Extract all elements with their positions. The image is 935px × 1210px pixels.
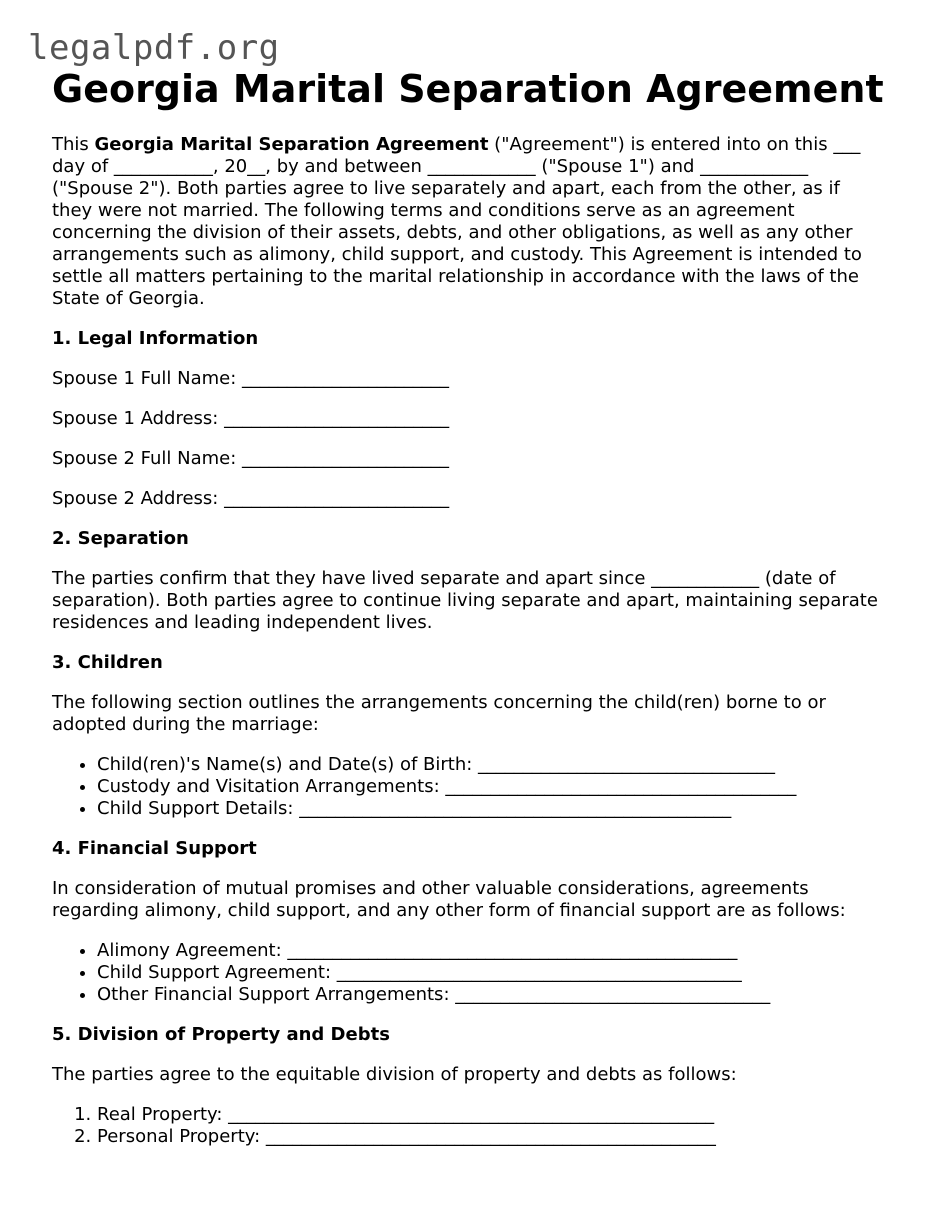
list-item: • Other Financial Support Arrangements: ___________________________________: [97, 984, 884, 1006]
intro-bold-title: Georgia Marital Separation Agreement: [94, 134, 489, 155]
section-heading-separation: 2. Separation: [52, 528, 189, 549]
spouse1-name-field: Spouse 1 Full Name: _______________________: [52, 368, 450, 389]
spouse1-address-field: Spouse 1 Address: _________________________: [52, 408, 450, 429]
list-item: • Child(ren)'s Name(s) and Date(s) of Birth: _________________________________: [97, 754, 884, 776]
spouse2-name-field: Spouse 2 Full Name: _______________________: [52, 448, 450, 469]
section-heading-property-debts: 5. Division of Property and Debts: [52, 1024, 390, 1045]
list-item: • Child Support Details: ________________________________________________: [97, 798, 884, 820]
intro-paragraph: [52, 134, 884, 310]
document-title: Georgia Marital Separation Agreement: [52, 67, 884, 111]
property-debts-paragraph: The parties agree to the equitable division of property and debts as follows:: [52, 1064, 737, 1085]
intro-body: ("Agreement") is entered into on this ___ day of ___________, 20__, by and between ____________ ("Spouse 1") and ____________ ("Spouse 2"). Both parties agree to live separately and apart, each from the other, as if they were not married. The following terms and conditions serve as an agreement concerning the division of their assets, debts, and other obligations, as well as any other arrangements such as alimony, child support, and custody. This Agreement is intended to settle all matters pertaining to the marital relationship in accordance with the laws of the State of Georgia.: [52, 134, 862, 309]
children-paragraph: The following section outlines the arrangements concerning the child(ren) borne to or adopted during the marriage:: [52, 692, 826, 735]
children-list: [52, 754, 884, 820]
financial-support-list: [52, 940, 884, 1006]
list-item: • Alimony Agreement: __________________________________________________: [97, 940, 884, 962]
intro-lead: This: [52, 134, 95, 155]
list-item: • Child Support Agreement: _____________________________________________: [97, 962, 884, 984]
document-page: [52, 66, 884, 1148]
spouse2-address-field: Spouse 2 Address: _________________________: [52, 488, 450, 509]
section-heading-legal-information: 1. Legal Information: [52, 328, 259, 349]
list-item: • Custody and Visitation Arrangements: _______________________________________: [97, 776, 884, 798]
separation-paragraph: The parties confirm that they have lived separate and apart since ____________ (date of separation). Both parties agree to continue living separate and apart, maintaining separate residences and leading independent lives.: [52, 568, 878, 633]
property-debts-list: [52, 1104, 884, 1148]
list-item: 1. Real Property: ______________________________________________________: [97, 1104, 884, 1126]
list-item: 2. Personal Property: __________________________________________________: [97, 1126, 884, 1148]
financial-support-paragraph: In consideration of mutual promises and other valuable considerations, agreements regarding alimony, child support, and any other form of financial support are as follows:: [52, 878, 846, 921]
section-heading-children: 3. Children: [52, 652, 163, 673]
section-heading-financial-support: 4. Financial Support: [52, 838, 257, 859]
watermark: legalpdf.org: [28, 28, 280, 68]
